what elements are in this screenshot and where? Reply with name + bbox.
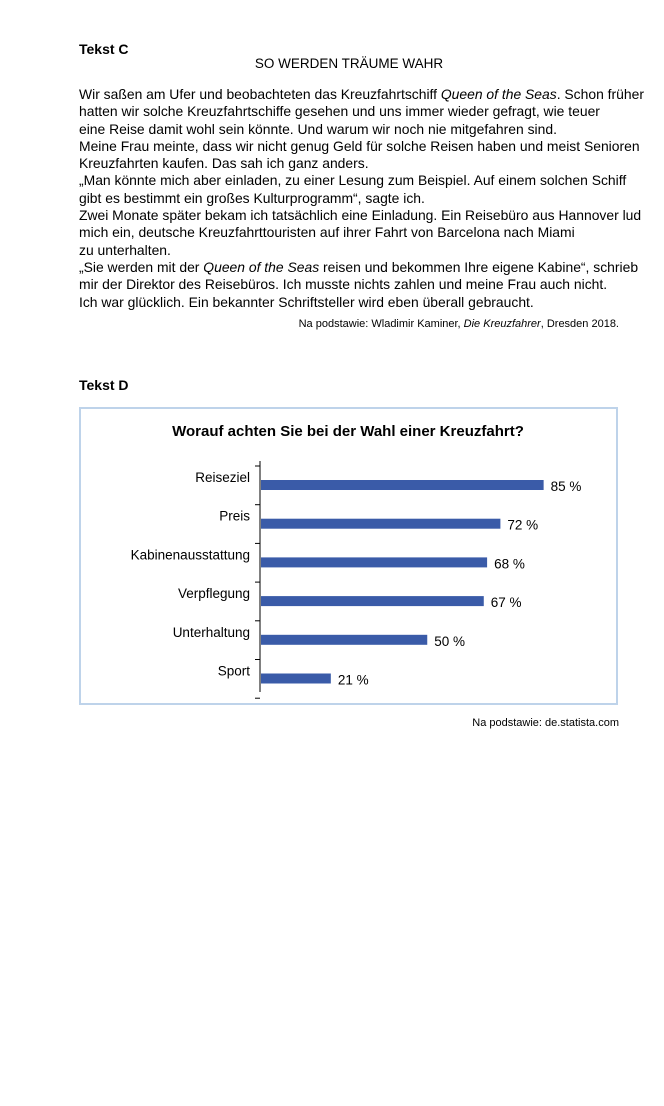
category-label: Sport bbox=[217, 663, 250, 679]
text-c-body bbox=[79, 86, 644, 311]
text-run: mir der Direktor des Reisebüros. Ich musste nichts zahlen und meine Frau auch nicht. bbox=[79, 276, 608, 293]
text-line bbox=[79, 207, 642, 224]
text-line bbox=[79, 121, 639, 138]
text-d-source: Na podstawie: de.statista.com bbox=[472, 717, 619, 729]
text-line bbox=[79, 138, 639, 155]
value-label: 72 % bbox=[507, 517, 539, 533]
text-run: mich ein, deutsche Kreuzfahrttouristen auf ihrer Fahrt von Barcelona nach Miami bbox=[79, 224, 575, 241]
bar bbox=[261, 557, 487, 567]
text-run: „Sie werden mit der bbox=[79, 258, 204, 275]
text-c-label: Tekst C bbox=[79, 41, 129, 57]
value-label: 50 % bbox=[434, 633, 466, 649]
text-line bbox=[79, 172, 639, 189]
category-label: Unterhaltung bbox=[172, 624, 250, 640]
chart-frame bbox=[79, 407, 618, 705]
text-line bbox=[79, 259, 639, 276]
bar-chart bbox=[81, 409, 616, 703]
text-run: Queen of the Seas bbox=[203, 258, 320, 275]
text-line bbox=[79, 86, 644, 103]
text-run: eine Reise damit wohl sein könnte. Und warum wir noch nie mitgefahren sind. bbox=[79, 120, 557, 137]
text-c-title: SO WERDEN TRÄUME WAHR bbox=[254, 56, 444, 71]
value-label: 85 % bbox=[550, 479, 582, 494]
source-run: , Dresden 2018. bbox=[540, 318, 619, 330]
value-label: 68 % bbox=[494, 556, 525, 572]
text-line bbox=[79, 190, 639, 207]
text-run: . Schon früher bbox=[556, 86, 644, 102]
bar bbox=[261, 519, 500, 529]
text-line bbox=[79, 276, 639, 293]
text-line bbox=[79, 224, 639, 241]
text-run: Wir saßen am Ufer und beobachteten das Kreuzfahrtschiff bbox=[79, 86, 441, 102]
category-label: Verpflegung bbox=[177, 586, 250, 602]
text-run: gibt es bestimmt ein großes Kulturprogramm“, sagte ich. bbox=[79, 189, 425, 206]
value-label: 67 % bbox=[490, 595, 522, 611]
text-run: Meine Frau meinte, dass wir nicht genug Geld für solche Reisen haben und meist Senioren bbox=[79, 137, 640, 154]
text-run: zu unterhalten. bbox=[79, 241, 171, 258]
text-line bbox=[79, 155, 639, 172]
bar bbox=[261, 596, 484, 606]
text-d-label: Tekst D bbox=[79, 377, 129, 393]
text-run: Ich war glücklich. Ein bekannter Schriftsteller wird eben überall gebraucht. bbox=[79, 293, 534, 310]
text-c-source bbox=[299, 318, 619, 330]
text-run: reisen und bekommen Ihre eigene Kabine“, schrieb bbox=[319, 258, 639, 275]
text-run: hatten wir solche Kreuzfahrtschiffe gesehen und uns immer wieder gefragt, wie teuer bbox=[79, 103, 600, 120]
source-run: Die Kreuzfahrer bbox=[463, 318, 541, 330]
text-run: Zwei Monate später bekam ich tatsächlich eine Einladung. Ein Reisebüro aus Hannover lud bbox=[79, 207, 642, 224]
text-line bbox=[79, 294, 639, 311]
source-run: Na podstawie: Wladimir Kaminer, bbox=[298, 318, 464, 330]
text-run: „Man könnte mich aber einladen, zu einer Lesung zum Beispiel. Auf einem solchen Schiff bbox=[79, 172, 627, 189]
category-label: Kabinenausstattung bbox=[130, 547, 250, 563]
category-label: Preis bbox=[219, 508, 250, 524]
bar bbox=[261, 674, 331, 684]
text-line bbox=[79, 103, 639, 120]
chart-title: Worauf achten Sie bei der Wahl einer Kreuzfahrt? bbox=[172, 423, 524, 440]
text-run: Queen of the Seas bbox=[440, 86, 557, 102]
bar bbox=[261, 635, 427, 645]
category-label: Reiseziel bbox=[195, 470, 250, 485]
bar bbox=[261, 480, 544, 490]
text-run: Kreuzfahrten kaufen. Das sah ich ganz anders. bbox=[79, 155, 369, 172]
text-line bbox=[79, 242, 639, 259]
value-label: 21 % bbox=[337, 672, 369, 688]
